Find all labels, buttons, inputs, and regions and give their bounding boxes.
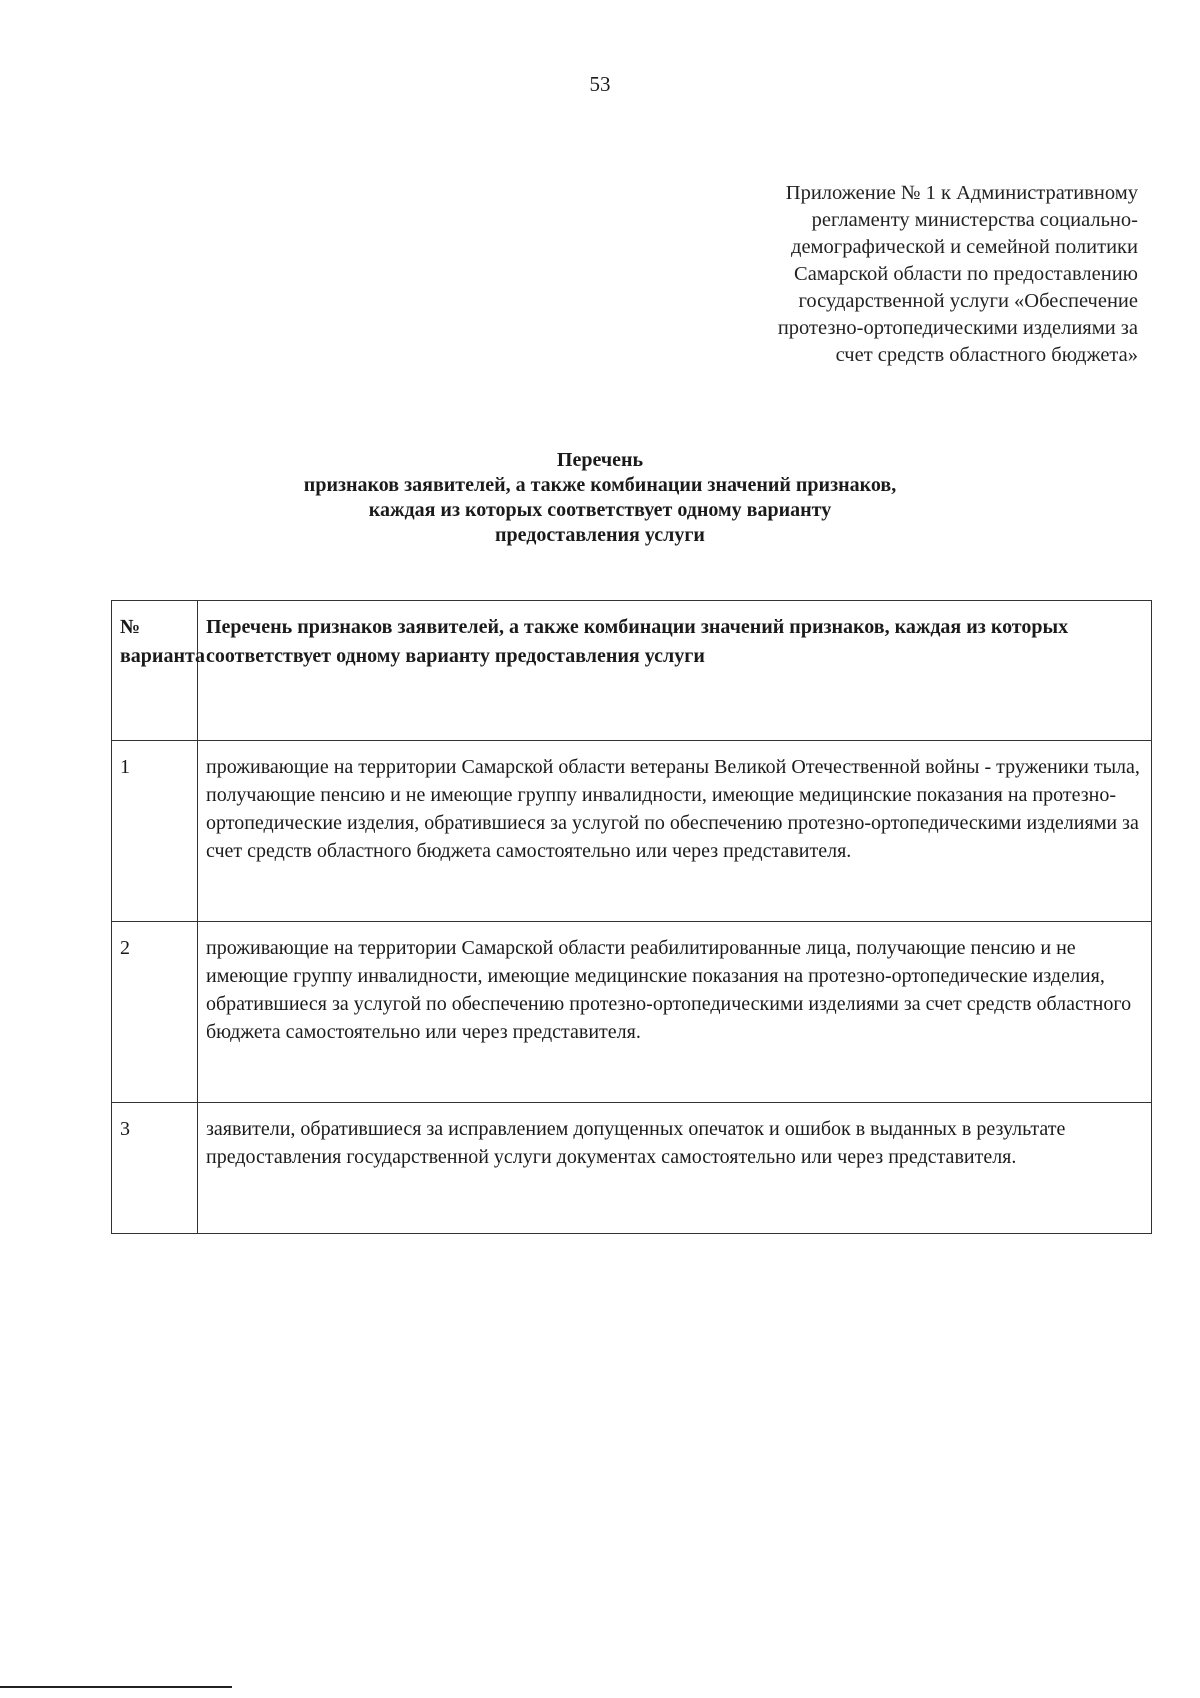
appendix-line: демографической и семейной политики [791, 236, 1138, 258]
appendix-line: Самарской области по предоставлению [794, 263, 1138, 285]
header-number: № варианта [112, 601, 198, 741]
header-description: Перечень признаков заявителей, а также комбинации значений признаков, каждая из которых соответствует одному варианту предоставления услуги [198, 601, 1152, 741]
appendix-note [658, 180, 1138, 369]
row-number: 1 [112, 741, 198, 922]
title-line: каждая из которых соответствует одному варианту [368, 499, 832, 521]
footnote-separator [0, 1686, 232, 1688]
row-number: 3 [112, 1103, 198, 1234]
row-description: проживающие на территории Самарской области реабилитированные лица, получающие пенсию и не имеющие группу инвалидности, имеющие медицинские показания на протезно-ортопедические изделия, обратившиеся за услугой по обеспечению протезно-ортопедическими изделиями за счет средств областного бюджета самостоятельно или через представителя. [198, 922, 1152, 1103]
page-number: 53 [589, 72, 611, 96]
table-header-row [112, 601, 1152, 741]
table-row [112, 741, 1152, 922]
appendix-line: Приложение № 1 к Административному [785, 182, 1138, 204]
appendix-line: счет средств областного бюджета» [835, 344, 1138, 366]
row-description: проживающие на территории Самарской области ветераны Великой Отечественной войны - труженики тыла, получающие пенсию и не имеющие группу инвалидности, имеющие медицинские показания на протезно-ортопедические изделия, обратившиеся за услугой по обеспечению протезно-ортопедическими изделиями за счет средств областного бюджета самостоятельно или через представителя. [198, 741, 1152, 922]
table-row [112, 922, 1152, 1103]
appendix-line: протезно-ортопедическими изделиями за [777, 317, 1138, 339]
appendix-line: государственной услуги «Обеспечение [798, 290, 1138, 312]
appendix-line: регламенту министерства социально- [811, 209, 1138, 231]
title-line: предоставления услуги [495, 524, 705, 546]
document-title [0, 448, 1200, 548]
variants-table [111, 600, 1152, 1234]
row-number: 2 [112, 922, 198, 1103]
table-row [112, 1103, 1152, 1234]
title-line: признаков заявителей, а также комбинации значений признаков, [303, 474, 897, 496]
row-description: заявители, обратившиеся за исправлением допущенных опечаток и ошибок в выданных в результате предоставления государственной услуги документах самостоятельно или через представителя. [198, 1103, 1152, 1234]
title-line: Перечень [556, 449, 644, 471]
